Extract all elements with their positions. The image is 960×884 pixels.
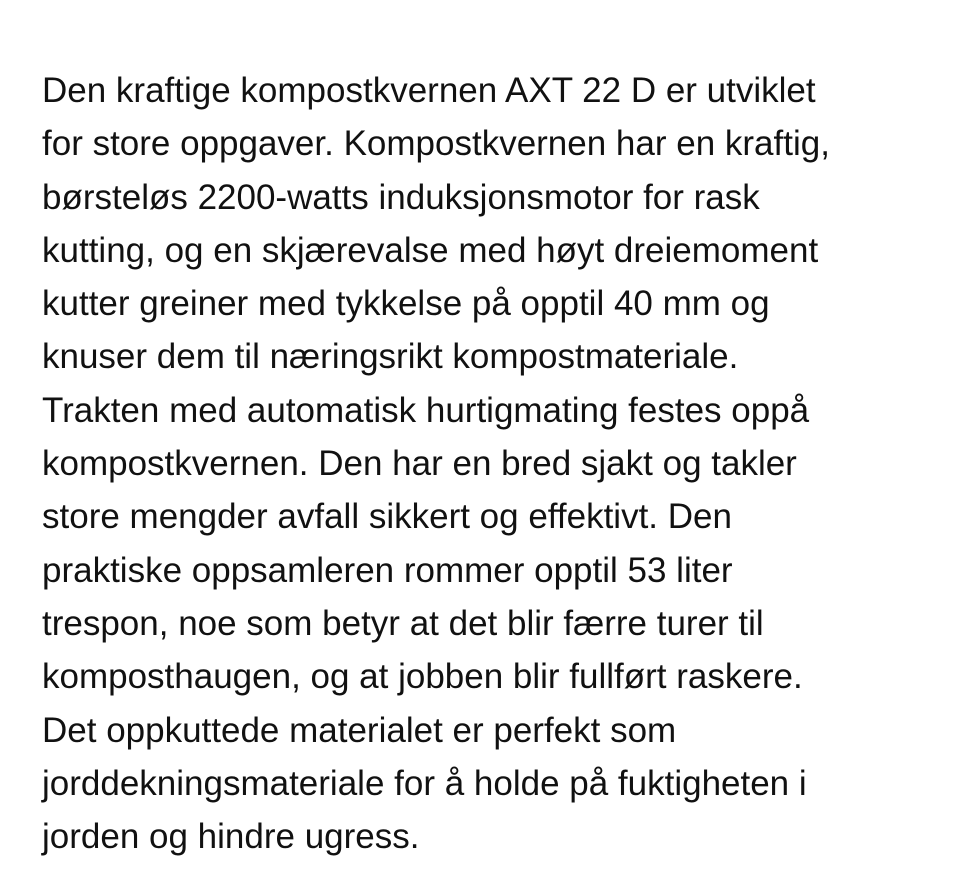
description-line: Den kraftige kompostkvernen AXT 22 D er utviklet <box>42 71 816 110</box>
description-line: komposthaugen, og at jobben blir fullført raskere. <box>42 657 803 697</box>
description-line: børsteløs 2200-watts induksjonsmotor for rask <box>42 177 760 217</box>
description-line: kompostkvernen. Den har en bred sjakt og takler <box>42 444 797 484</box>
product-description <box>42 64 942 863</box>
description-line: store mengder avfall sikkert og effektivt. Den <box>42 497 732 537</box>
description-line: Trakten med automatisk hurtigmating festes oppå <box>42 390 810 430</box>
description-line: for store oppgaver. Kompostkvernen har en kraftig, <box>42 124 830 164</box>
description-line: trespon, noe som betyr at det blir færre turer til <box>42 603 764 643</box>
description-line: jorddekningsmateriale for å holde på fuktigheten i <box>42 763 807 803</box>
description-line: kutting, og en skjærevalse med høyt dreiemoment <box>42 230 819 270</box>
description-line: Det oppkuttede materialet er perfekt som <box>42 710 677 750</box>
description-line: knuser dem til næringsrikt kompostmateriale. <box>42 337 739 377</box>
description-line: kutter greiner med tykkelse på opptil 40 mm og <box>42 284 770 324</box>
description-line: praktiske oppsamleren rommer opptil 53 liter <box>42 550 733 590</box>
description-line: jorden og hindre ugress. <box>42 817 420 857</box>
